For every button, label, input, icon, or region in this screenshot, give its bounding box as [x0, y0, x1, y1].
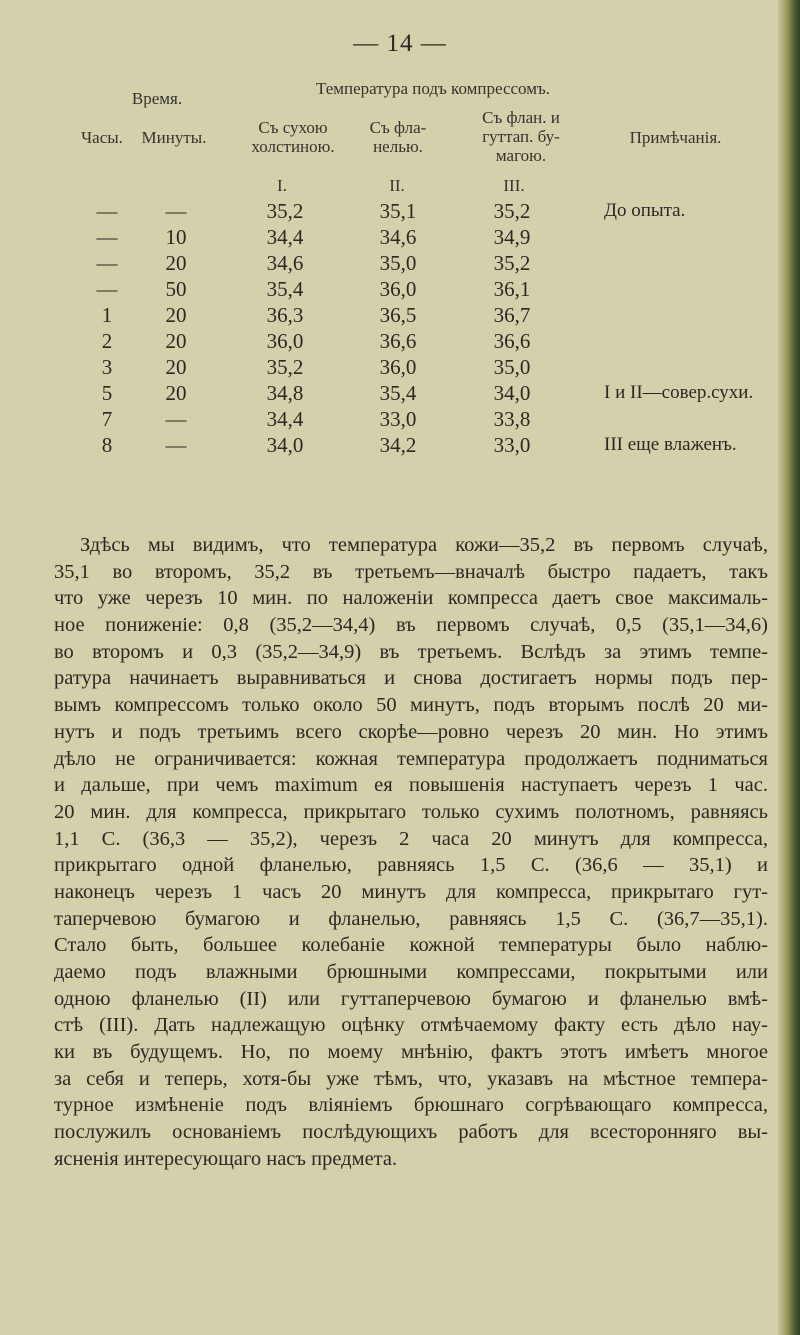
paragraph-line: послужилъ основаніемъ послѣдующихъ работъ для всесторонняго вы-	[54, 1121, 768, 1144]
paragraph-line: одною фланелью (II) или гуттаперчевою бумагою и фланелью вмѣ-	[54, 987, 768, 1010]
paragraph-line: что уже черезъ 10 мин. по наложеніи компресса даетъ свое максималь-	[54, 587, 768, 610]
col-dry-linen	[238, 118, 348, 156]
cell-temp-3: 34,0	[493, 381, 531, 405]
col-hours: Часы.	[81, 128, 123, 147]
paragraph-line: ратура начинаетъ выравниваться и снова достигаетъ нормы подъ пер-	[54, 667, 768, 690]
paragraph-line: Здѣсь мы видимъ, что температура кожи—35,2 въ первомъ случаѣ,	[80, 534, 768, 556]
paragraph-line: вымъ компрессомъ только около 50 минутъ, подъ вторымъ послѣ 20 ми-	[54, 694, 768, 717]
col-flannel-line-1: Съ фла-	[369, 118, 427, 137]
roman-numeral-2: II.	[389, 176, 405, 195]
cell-temp-3: 35,2	[493, 199, 531, 223]
cell-temp-2: 34,6	[379, 225, 417, 249]
cell-hours: —	[96, 225, 118, 249]
cell-temp-1: 36,3	[266, 303, 304, 327]
cell-temp-3: 34,9	[493, 225, 531, 249]
cell-minutes: 20	[165, 355, 187, 379]
cell-temp-3: 33,8	[493, 407, 531, 431]
col-dry-linen-line-2: холстиною.	[251, 137, 335, 156]
paragraph-line: 20 мин. для компресса, прикрытаго только сухимъ полотномъ, равняясь	[54, 800, 768, 823]
page-edge	[778, 0, 800, 1335]
cell-temp-2: 35,1	[379, 199, 417, 223]
cell-temp-1: 34,0	[266, 433, 304, 457]
cell-minutes: 20	[165, 303, 187, 327]
cell-hours: —	[96, 277, 118, 301]
cell-temp-2: 35,4	[379, 381, 417, 405]
paragraph-line: наконецъ черезъ 1 часъ 20 минутъ для компресса, прикрытаго гут-	[54, 880, 768, 903]
roman-numeral-3: III.	[503, 176, 525, 195]
paragraph-line: прикрытаго одной фланелью, равняясь 1,5 С. (36,6 — 35,1) и	[54, 854, 768, 877]
cell-minutes: —	[165, 433, 187, 457]
cell-temp-2: 36,6	[379, 329, 417, 353]
paragraph-line: 35,1 во второмъ, 35,2 въ третьемъ—вначалѣ быстро падаетъ, такъ	[54, 560, 768, 583]
paragraph-line: ки въ будущемъ. Но, по моему мнѣнію, фактъ этотъ имѣетъ многое	[54, 1041, 768, 1064]
paragraph-line: нутъ и подъ третьимъ всего скорѣе—ровно черезъ 20 мин. Но этимъ	[54, 720, 768, 743]
col-dry-linen-line-1: Съ сухою	[258, 118, 328, 137]
cell-temp-2: 36,0	[379, 355, 417, 379]
cell-hours: 7	[101, 407, 113, 431]
col-flannel-gutta	[466, 108, 576, 165]
roman-numeral-1: I.	[277, 176, 287, 195]
cell-minutes: 20	[165, 381, 187, 405]
cell-minutes: —	[165, 407, 187, 431]
paragraph-line: даемо подъ влажными брюшными компрессами, покрытыми или	[54, 961, 768, 983]
cell-note: I и II—совер.сухи.	[604, 382, 754, 403]
cell-temp-2: 34,2	[379, 433, 417, 457]
paragraph-line: ное пониженіе: 0,8 (35,2—34,4) въ первомъ случаѣ, 0,5 (35,1—34,6)	[54, 614, 768, 637]
cell-note: III еще влаженъ.	[604, 434, 737, 455]
paragraph-line: дѣло не ограничивается: кожная температура продолжаетъ подниматься	[54, 747, 768, 770]
cell-temp-2: 36,0	[379, 277, 417, 301]
cell-hours: 2	[101, 329, 113, 353]
paragraph-line: во второмъ и 0,3 (35,2—34,9) въ третьемъ. Вслѣдъ за этимъ темпе-	[54, 640, 768, 663]
cell-hours: 8	[101, 433, 113, 457]
paragraph-line: 1,1 С. (36,3 — 35,2), черезъ 2 часа 20 минутъ для компресса,	[54, 827, 768, 850]
cell-temp-2: 35,0	[379, 251, 417, 275]
cell-minutes: 20	[165, 251, 187, 275]
cell-hours: —	[96, 199, 118, 223]
paragraph-line: за себя и теперь, хотя-бы уже тѣмъ, что, указавъ на мѣстное темпера-	[54, 1067, 768, 1090]
cell-hours: 1	[101, 303, 113, 327]
cell-minutes: 10	[165, 225, 187, 249]
body-paragraph	[54, 532, 768, 1173]
cell-temp-2: 33,0	[379, 407, 417, 431]
col-flannel-gutta-line-2: гуттап. бу-	[482, 127, 560, 146]
cell-hours: 3	[101, 355, 113, 379]
cell-temp-2: 36,5	[379, 303, 417, 327]
paragraph-line: турное измѣненіе подъ вліяніемъ брюшнаго согрѣвающаго компресса,	[54, 1094, 768, 1117]
paragraph-line: и дальше, при чемъ maximum ея повышенія наступаетъ черезъ 1 час.	[54, 774, 768, 797]
paragraph-line: Стало быть, большее колебаніе кожной температуры было наблю-	[54, 934, 768, 957]
cell-temp-1: 34,4	[266, 407, 304, 431]
col-flannel-gutta-line-3: магою.	[495, 146, 547, 165]
cell-minutes: 20	[165, 329, 187, 353]
cell-temp-1: 34,4	[266, 225, 304, 249]
col-flannel-gutta-line-1: Съ флан. и	[482, 108, 560, 127]
page-number: — 14 —	[353, 30, 447, 57]
col-notes: Примѣчанія.	[629, 128, 722, 147]
header-time: Время.	[131, 89, 183, 108]
paragraph-line: ясненія интересующаго насъ предмета.	[54, 1147, 398, 1170]
cell-temp-3: 35,2	[493, 251, 531, 275]
cell-temp-3: 33,0	[493, 433, 531, 457]
cell-temp-1: 35,4	[266, 277, 304, 301]
cell-minutes: 50	[165, 277, 187, 301]
cell-temp-1: 35,2	[266, 199, 304, 223]
paragraph-line: таперчевою бумагою и фланелью, равняясь 1,5 С. (36,7—35,1).	[54, 907, 768, 930]
col-flannel-line-2: нелью.	[373, 137, 423, 156]
cell-temp-3: 36,1	[493, 277, 531, 301]
paragraph-line: стѣ (III). Дать надлежащую оцѣнку отмѣчаемому факту есть дѣло нау-	[54, 1014, 768, 1037]
col-flannel	[353, 118, 443, 156]
cell-minutes: —	[165, 199, 187, 223]
cell-hours: —	[96, 251, 118, 275]
cell-note: До опыта.	[604, 200, 686, 221]
cell-temp-1: 36,0	[266, 329, 304, 353]
cell-temp-1: 34,8	[266, 381, 304, 405]
cell-temp-3: 36,7	[493, 303, 531, 327]
cell-temp-1: 35,2	[266, 355, 304, 379]
cell-temp-3: 36,6	[493, 329, 531, 353]
cell-temp-1: 34,6	[266, 251, 304, 275]
cell-hours: 5	[101, 381, 113, 405]
header-temperature: Температура подъ компрессомъ.	[315, 79, 551, 98]
col-minutes: Минуты.	[141, 128, 207, 147]
cell-temp-3: 35,0	[493, 355, 531, 379]
